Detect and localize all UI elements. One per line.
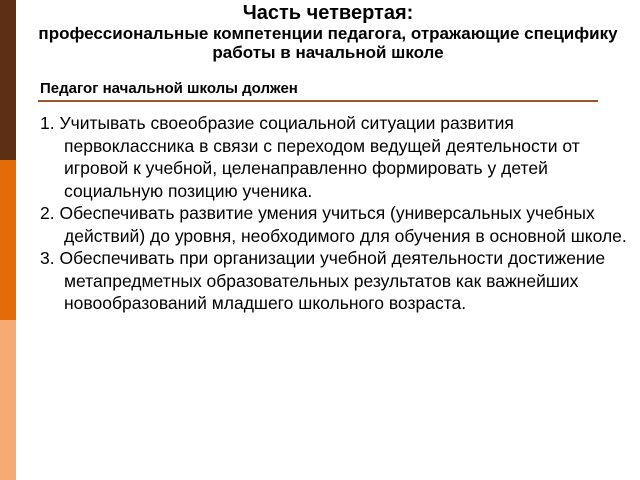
title-block [16,2,640,62]
side-bar-orange-segment [0,160,16,320]
slide-title: Часть четвертая: [242,2,414,24]
side-bar-light-segment [0,320,16,480]
section-heading: Педагог начальной школы должен [40,80,298,97]
heading-underline [38,100,598,102]
side-accent-bar [0,0,16,480]
list-item: 3. Обеспечивать при организации учебной деятельности достижение метапредметных образовательных результатов как важнейших новообразований младшего школьного возраста. [40,248,606,313]
side-bar-dark-segment [0,0,16,160]
slide-subtitle: профессиональные компетенции педагога, отражающие специфику работы в начальной школе [38,24,618,62]
list-item: 2. Обеспечивать развитие умения учиться (универсальных учебных действий) до уровня, необходимого для обучения в основной школе. [40,203,627,246]
list-item: 1. Учитывать своеобразие социальной ситуации развития первоклассника в связи с переходом ведущей деятельности от игровой к учебной, целенаправленно формировать у детей социальную позицию ученика. [40,113,580,201]
requirements-list [40,112,630,315]
